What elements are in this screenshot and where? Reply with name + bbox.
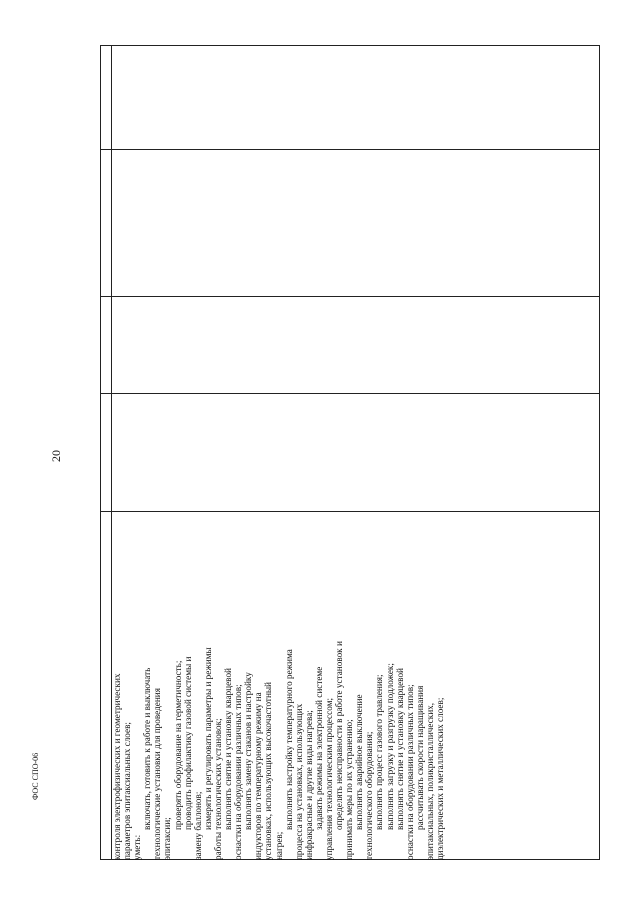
text-line: выполнять процесс газового травления; [374, 674, 385, 830]
text-line: выполнять замену стаканов и настройку [243, 672, 254, 830]
text-line: эпитаксиальных, поликристаллических, [424, 702, 435, 860]
page-number: 20 [49, 450, 63, 462]
text-line: процесса на установках, использующих [293, 703, 304, 860]
text-line: измерять и регулировать параметры и режимы [202, 647, 213, 830]
text-line: индукторов по температурному режиму на [253, 692, 264, 860]
text-line: выполнять загрузку и разгрузку подложек; [384, 663, 395, 830]
text-line: рассчитывать скорости наращивания [414, 685, 425, 830]
text-line: параметров эпитаксиальных слоев; [122, 722, 133, 860]
text-line: уметь: [132, 834, 143, 860]
table-cell-text-wrapper [112, 512, 578, 860]
table-row-divider [101, 149, 599, 150]
text-line: технологического оборудования; [364, 731, 375, 860]
text-line: включать, готовить к работе и выключать [142, 667, 153, 830]
text-line: проводить профилактику газовой системы и [182, 656, 193, 830]
text-line: диэлектрических и металлических слоев; [435, 697, 445, 860]
text-line: принимать меры по их устранению; [344, 719, 355, 860]
table-row-divider [101, 393, 599, 394]
text-line: оснастки на оборудовании различных типов; [404, 684, 415, 860]
text-line: выполнять аварийное выключение [354, 694, 365, 830]
text-line: установках, использующих высокочастотный [263, 682, 274, 860]
text-line: задавать режимы на электронной системе [313, 666, 324, 830]
text-line: оснастки на оборудовании различных типов; [233, 684, 244, 860]
table-cell-text [112, 515, 578, 860]
text-line: технологические установки для проведения [152, 688, 163, 860]
text-line: выполнять настройку температурного режима [283, 649, 294, 830]
text-line: инфракрасные и другие виды нагрева; [303, 710, 314, 860]
text-line: контроля электрофизических и геометрических [112, 673, 122, 860]
text-line: эпитаксии; [162, 817, 173, 860]
table-row-divider [101, 296, 599, 297]
text-line: выполнять снятие и установку кварцевой [394, 668, 405, 830]
text-line: определять неисправности в работе установок и [334, 641, 345, 830]
text-line: управления технологическим процессом; [323, 697, 334, 860]
text-line: выполнять снятие и установку кварцевой [223, 668, 234, 830]
text-line: нагрев; [273, 831, 284, 860]
text-line: замену баллонов; [192, 791, 203, 860]
text-line: проверять оборудование на герметичность; [172, 660, 183, 830]
text-line: работы технологических установок; [212, 718, 223, 860]
footer-code: ФОС СПО-06 [31, 752, 40, 800]
